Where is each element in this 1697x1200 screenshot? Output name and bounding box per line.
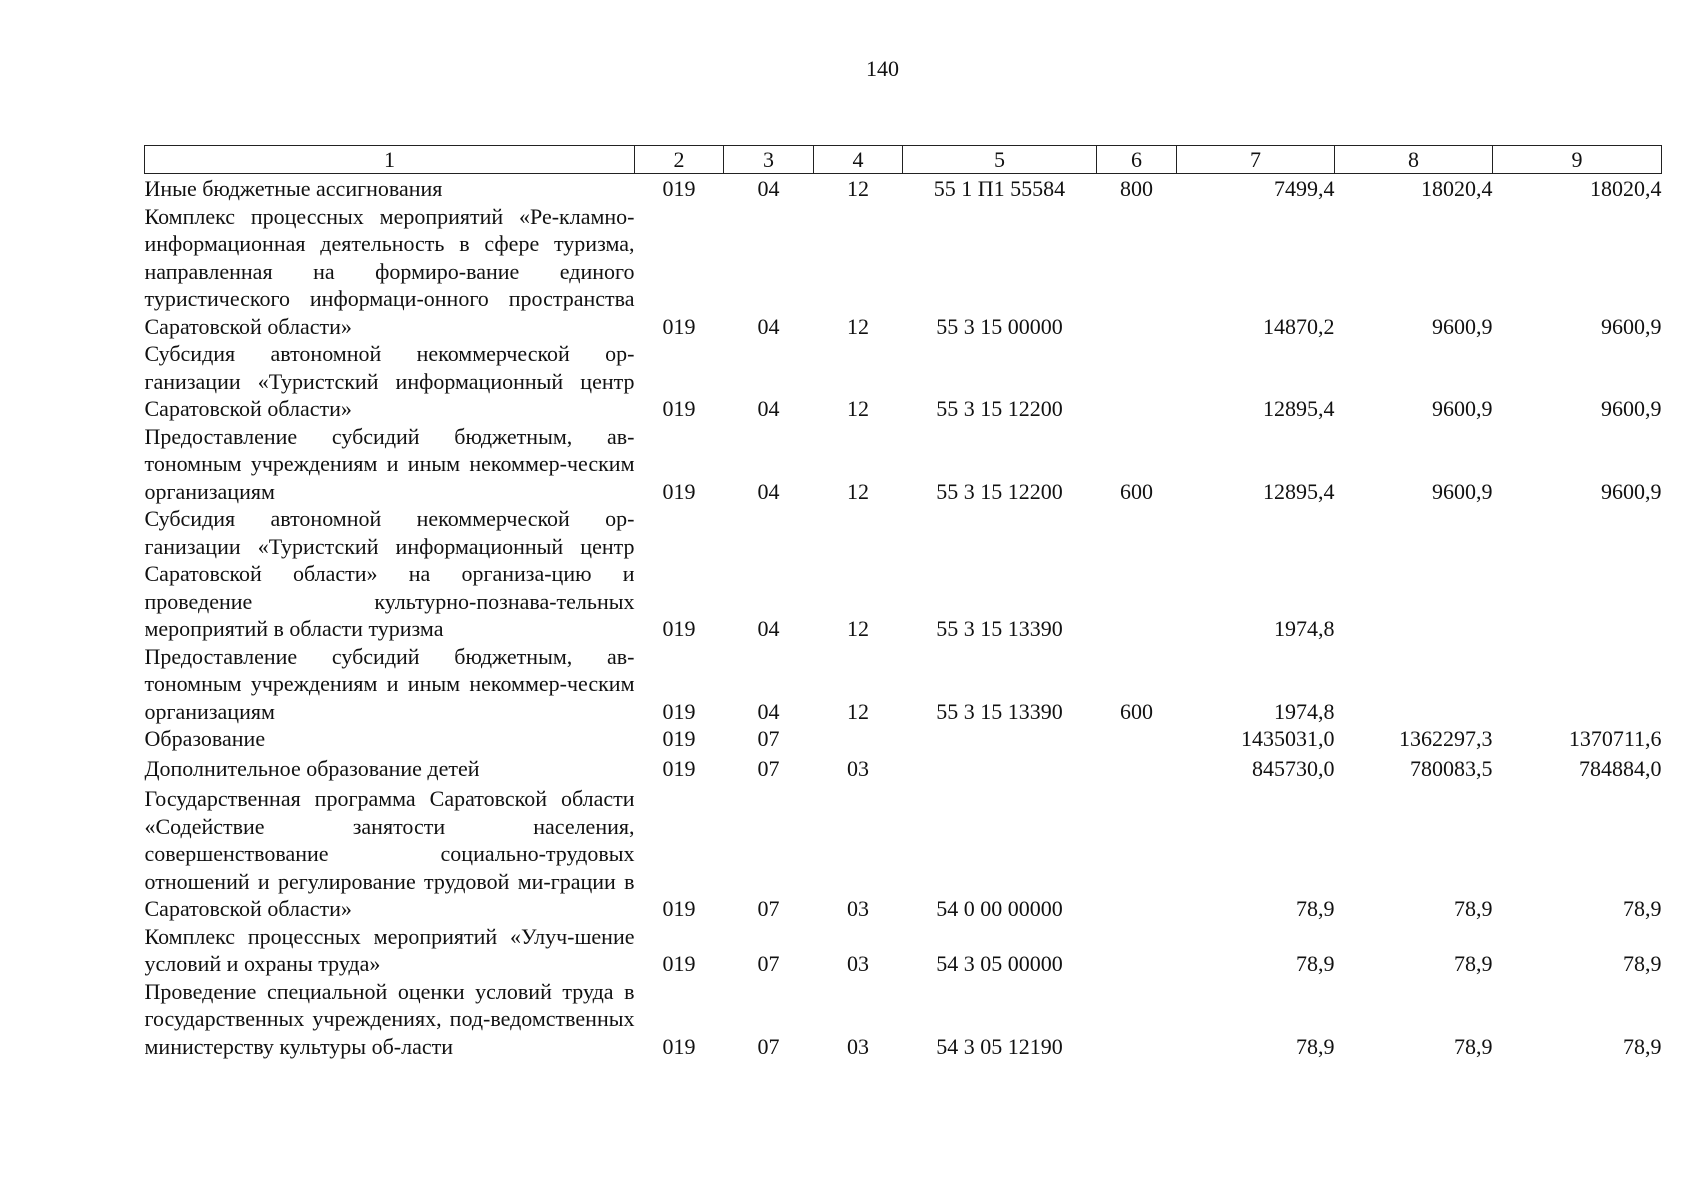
table-header-row	[145, 146, 1662, 174]
row-amount-col8: 18020,4	[1421, 176, 1493, 201]
row-name: Предоставление субсидий бюджетным, ав-тономным учреждениям и иным некоммер-ческим организациям	[144, 423, 635, 504]
row-amount-col9: 18020,4	[1590, 176, 1662, 201]
row-amount-col7: 7499,4	[1274, 176, 1335, 201]
row-amount-col9: 784884,0	[1579, 756, 1662, 781]
row-target-article: 54 3 05 00000	[936, 951, 1063, 976]
row-name: Образование	[144, 726, 266, 751]
row-amount-col9: 9600,9	[1601, 478, 1662, 504]
row-expense-type	[1097, 505, 1177, 643]
row-section: 04	[757, 478, 780, 504]
row-expense-type	[1097, 923, 1177, 978]
row-target-article: 54 3 05 12190	[936, 1033, 1063, 1059]
row-section: 07	[757, 951, 780, 976]
row-amount-col8: 9600,9	[1432, 478, 1493, 504]
table-row	[145, 753, 1662, 783]
header-col-7: 7	[1177, 146, 1335, 174]
row-subsection: 03	[847, 951, 869, 976]
row-admin-code: 019	[662, 698, 696, 724]
row-amount-col9: 78,9	[1623, 1033, 1662, 1059]
row-subsection: 03	[847, 1033, 869, 1059]
row-target-article: 55 3 15 12200	[936, 396, 1063, 421]
table-row	[145, 203, 1662, 341]
row-admin-code: 019	[662, 756, 696, 781]
row-target-article	[903, 725, 1097, 753]
row-name: Комплекс процессных мероприятий «Ре-кламно-информационная деятельность в сфере туризма, направленная на формиро-вание единого туристического информаци-онного пространства Саратовской области»	[144, 203, 635, 339]
row-expense-type	[1097, 340, 1177, 423]
row-name: Субсидия автономной некоммерческой ор-ганизации «Туристский информационный центр Саратовской области»	[144, 341, 635, 421]
row-section: 04	[757, 698, 780, 724]
row-expense-type	[1097, 783, 1177, 923]
row-admin-code: 019	[662, 726, 696, 751]
row-expense-type	[1097, 203, 1177, 341]
row-expense-type: 800	[1120, 176, 1153, 201]
row-subsection: 12	[847, 313, 869, 339]
row-expense-type	[1097, 753, 1177, 783]
row-amount-col7: 78,9	[1296, 896, 1335, 921]
row-expense-type	[1097, 725, 1177, 753]
row-target-article: 54 0 00 00000	[936, 896, 1063, 921]
row-target-article: 55 1 П1 55584	[933, 176, 1066, 201]
row-amount-col8	[1335, 643, 1493, 726]
row-target-article: 55 3 15 12200	[936, 478, 1063, 504]
header-col-4: 4	[814, 146, 903, 174]
row-amount-col9: 9600,9	[1601, 313, 1662, 339]
row-amount-col7: 78,9	[1296, 951, 1335, 976]
row-subsection: 12	[847, 616, 869, 641]
row-name: Предоставление субсидий бюджетным, ав-тономным учреждениям и иным некоммер-ческим организациям	[144, 643, 635, 724]
row-section: 04	[757, 176, 780, 201]
row-amount-col8	[1335, 505, 1493, 643]
row-name: Комплекс процессных мероприятий «Улуч-шение условий и охраны труда»	[144, 923, 635, 976]
header-col-6: 6	[1097, 146, 1177, 174]
row-amount-col7: 1974,8	[1274, 616, 1335, 641]
row-subsection: 03	[847, 896, 869, 921]
row-target-article: 55 3 15 13390	[936, 616, 1063, 641]
row-subsection	[814, 725, 903, 753]
row-amount-col9	[1493, 643, 1662, 726]
row-admin-code: 019	[662, 396, 696, 421]
header-col-9: 9	[1493, 146, 1662, 174]
row-section: 04	[757, 396, 780, 421]
row-amount-col7: 78,9	[1296, 1033, 1335, 1059]
row-section: 04	[757, 313, 780, 339]
row-amount-col8: 1362297,3	[1399, 726, 1493, 751]
row-expense-type	[1097, 978, 1177, 1061]
row-amount-col7: 1974,8	[1274, 698, 1335, 724]
row-amount-col7: 12895,4	[1263, 478, 1335, 504]
row-section: 07	[757, 726, 780, 751]
row-section: 07	[757, 756, 780, 781]
row-amount-col8: 78,9	[1454, 1033, 1493, 1059]
header-col-5: 5	[903, 146, 1097, 174]
row-name: Иные бюджетные ассигнования	[144, 176, 443, 201]
table-row	[145, 783, 1662, 923]
row-section: 04	[757, 616, 780, 641]
row-admin-code: 019	[662, 478, 696, 504]
row-target-article	[903, 753, 1097, 783]
row-admin-code: 019	[662, 951, 696, 976]
page-number: 140	[866, 56, 899, 81]
table-row	[145, 978, 1662, 1061]
row-subsection: 12	[847, 176, 869, 201]
row-section: 07	[757, 896, 780, 921]
row-target-article: 55 3 15 00000	[936, 313, 1063, 339]
row-name: Дополнительное образование детей	[144, 756, 480, 781]
table-row	[145, 643, 1662, 726]
header-col-8: 8	[1335, 146, 1493, 174]
table-row	[145, 174, 1662, 203]
row-amount-col8: 9600,9	[1432, 396, 1493, 421]
table-row	[145, 423, 1662, 506]
row-name: Субсидия автономной некоммерческой ор-ганизации «Туристский информационный центр Саратовской области» на организа-цию и проведение культурно-познава-тельных мероприятий в области туризма	[144, 506, 635, 641]
row-amount-col9	[1493, 505, 1662, 643]
table-row	[145, 923, 1662, 978]
row-expense-type: 600	[1120, 698, 1153, 724]
row-admin-code: 019	[662, 313, 696, 339]
row-amount-col8: 78,9	[1454, 896, 1493, 921]
row-amount-col9: 78,9	[1623, 896, 1662, 921]
row-amount-col7: 14870,2	[1263, 313, 1335, 339]
row-admin-code: 019	[662, 1033, 696, 1059]
header-col-3: 3	[724, 146, 814, 174]
row-name: Государственная программа Саратовской области «Содействие занятости населения, совершенствование социально-трудовых отношений и регулирование трудовой ми-грации в Саратовской области»	[144, 786, 635, 921]
row-expense-type: 600	[1120, 478, 1153, 504]
header-col-1: 1	[145, 146, 635, 174]
row-amount-col8: 9600,9	[1432, 313, 1493, 339]
row-section: 07	[757, 1033, 780, 1059]
row-amount-col7: 845730,0	[1252, 756, 1335, 781]
row-amount-col8: 78,9	[1454, 951, 1493, 976]
row-target-article: 55 3 15 13390	[936, 698, 1063, 724]
row-amount-col7: 1435031,0	[1241, 726, 1335, 751]
table-row	[145, 505, 1662, 643]
budget-table	[144, 145, 1662, 1060]
row-subsection: 12	[847, 396, 869, 421]
row-amount-col9: 1370711,6	[1568, 726, 1662, 751]
header-col-2: 2	[635, 146, 724, 174]
row-subsection: 03	[847, 756, 869, 781]
row-admin-code: 019	[662, 616, 696, 641]
row-admin-code: 019	[662, 896, 696, 921]
row-subsection: 12	[847, 478, 869, 504]
row-amount-col8: 780083,5	[1410, 756, 1493, 781]
row-amount-col9: 78,9	[1623, 951, 1662, 976]
table-row	[145, 725, 1662, 753]
row-subsection: 12	[847, 698, 869, 724]
row-amount-col7: 12895,4	[1263, 396, 1335, 421]
row-admin-code: 019	[662, 176, 696, 201]
row-name: Проведение специальной оценки условий труда в государственных учреждениях, под-ведомственных министерству культуры об-ласти	[144, 978, 635, 1059]
row-amount-col9: 9600,9	[1601, 396, 1662, 421]
table-row	[145, 340, 1662, 423]
